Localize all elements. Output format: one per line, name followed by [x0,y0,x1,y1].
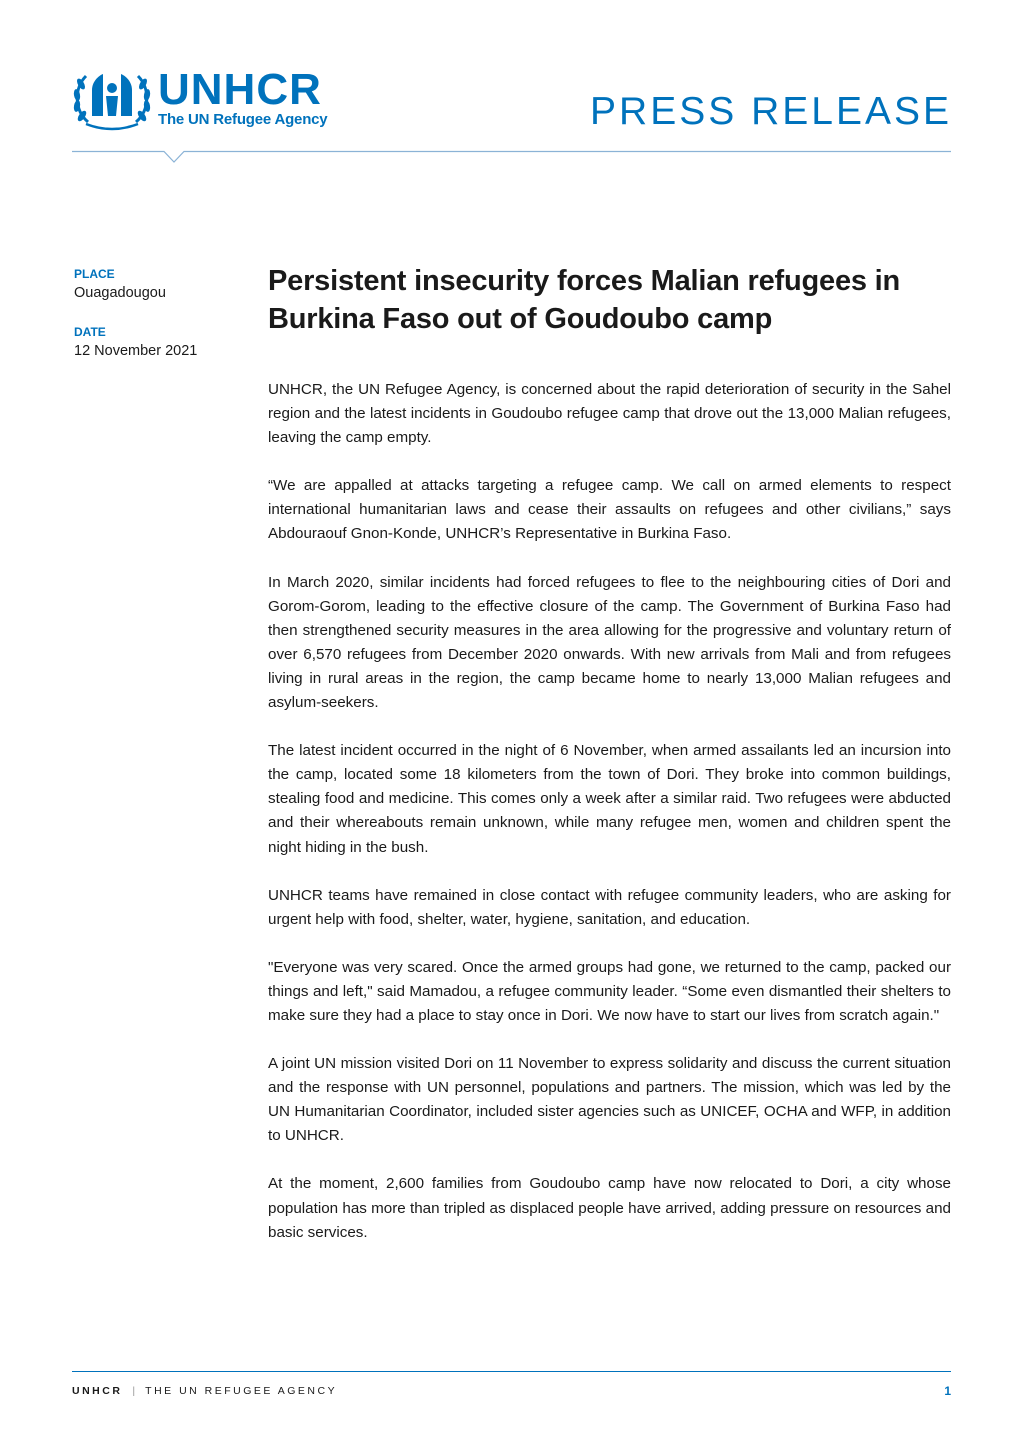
logo-subtitle: The UN Refugee Agency [158,111,328,128]
unhcr-logo [72,64,362,134]
unhcr-emblem-icon [72,64,152,134]
date-label: DATE [74,325,106,339]
footer-tagline [72,1384,337,1398]
place-label: PLACE [74,267,115,281]
paragraph: At the moment, 2,600 families from Goudoubo camp have now relocated to Dori, a city whose population has more than tripled as displaced people have arrived, adding pressure on resources and basic services. [268,1175,951,1241]
logo-wordmark: UNHCR [158,65,322,114]
paragraph: UNHCR, the UN Refugee Agency, is concerned about the rapid deterioration of security in the Sahel region and the latest incidents in Goudoubo refugee camp that drove out the 13,000 Malian refugees, leaving the camp empty. [268,381,951,447]
paragraph: In March 2020, similar incidents had forced refugees to flee to the neighbouring cities of Dori and Gorom-Gorom, leading to the effective closure of the camp. The Government of Burkina Faso had then strengthened security measures in the area allowing for the progressive and voluntary return of over 6,570 refugees from December 2020 onwards. With new arrivals from Mali and from refugees living in rural areas in the region, the camp became home to nearly 13,000 Malian refugees and asylum-seekers. [268,573,951,712]
headline: Persistent insecurity forces Malian refugees in Burkina Faso out of Goudoubo camp [268,265,901,335]
paragraph: The latest incident occurred in the night of 6 November, when armed assailants led an incursion into the camp, located some 18 kilometers from the town of Dori. They broke into common buildings, stealing food and medicine. This comes only a week after a similar raid. Two refugees were abducted and their whereabouts remain unknown, while many refugee men, women and children spent the night hiding in the bush. [268,742,951,856]
footer-divider [72,1371,951,1372]
page-number: 1 [944,1384,951,1398]
meta-sidebar [74,266,244,362]
article-body [268,378,951,1269]
footer-separator: | [132,1385,136,1397]
header-divider [72,148,952,168]
place-value: Ouagadougou [74,285,166,301]
paragraph: A joint UN mission visited Dori on 11 November to express solidarity and discuss the current situation and the response with UN personnel, populations and partners. The mission, which was led by the UN Humanitarian Coordinator, included sister agencies such as UNICEF, OCHA and WFP, in addition to UNHCR. [268,1055,951,1145]
paragraph: “We are appalled at attacks targeting a refugee camp. We call on armed elements to respect international humanitarian laws and cease their assaults on refugees and other civilians,” says Abdouraouf Gnon-Konde, UNHCR’s Representative in Burkina Faso. [268,477,951,543]
footer-org: UNHCR [72,1385,123,1397]
paragraph: UNHCR teams have remained in close contact with refugee community leaders, who are asking for urgent help with food, shelter, water, hygiene, sanitation, and education. [268,886,951,928]
document-type-title: PRESS RELEASE [590,90,952,133]
paragraph: "Everyone was very scared. Once the armed groups had gone, we returned to the camp, packed our things and left," said Mamadou, a refugee community leader. “Some even dismantled their shelters to make sure they had a place to stay once in Dori. We now have to start our lives from scratch again." [268,958,951,1024]
footer-agency: THE UN REFUGEE AGENCY [145,1385,338,1397]
date-value: 12 November 2021 [74,343,198,359]
